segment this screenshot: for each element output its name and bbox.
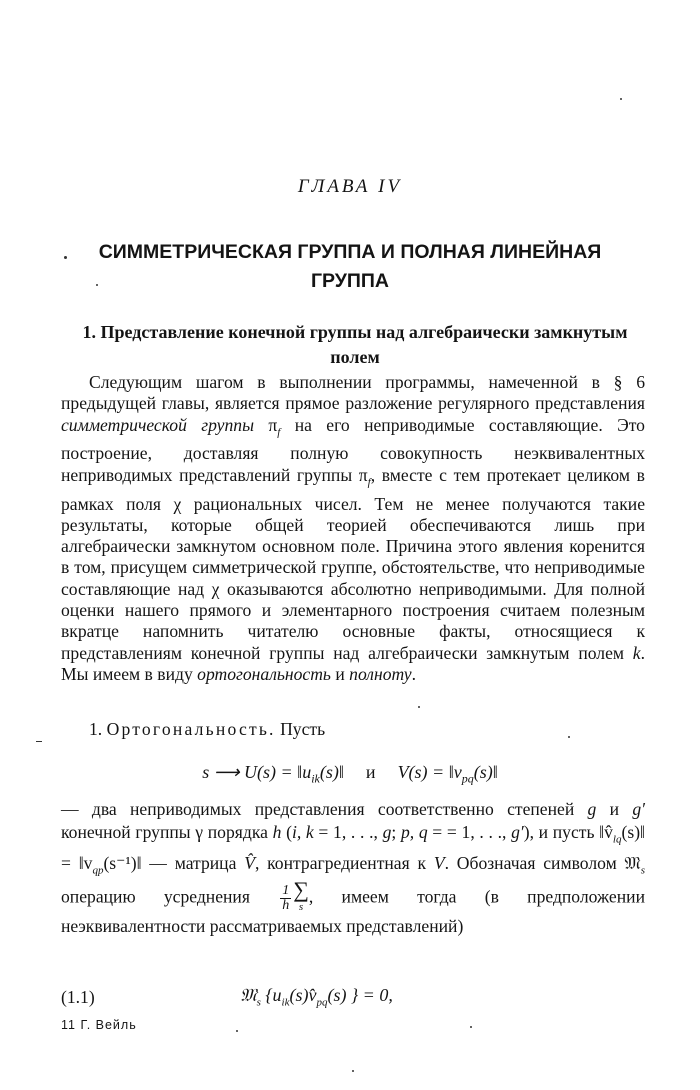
section-title: 1. Представление конечной группы над алгебраически замкнутым полем <box>82 322 628 367</box>
text: . Мы имеем в виду <box>61 642 645 684</box>
text: конечной группы γ порядка <box>61 822 273 842</box>
math: h <box>272 822 282 842</box>
text: и <box>596 799 633 819</box>
text: (s)‖ = ‖v <box>61 822 645 873</box>
text-italic: ортогональность <box>197 663 331 684</box>
sum-symbol <box>293 877 309 915</box>
sum-index: s <box>298 901 304 914</box>
text: π <box>254 414 278 435</box>
text: и <box>330 663 350 684</box>
formula-part: (s)‖ <box>319 762 344 782</box>
fraction-numerator: 1 <box>282 883 290 899</box>
text: на его неприводимые составляющие. Это построение, доставляя полную совокупность неэквивалентных неприводимых представлений группы π <box>61 414 645 485</box>
formula-part: 𝔐 <box>240 985 257 1005</box>
formula-subscript: pq <box>461 771 474 786</box>
math-subscript: s <box>640 864 645 877</box>
text-italic: полноту <box>349 663 412 684</box>
scan-speck <box>470 1026 472 1028</box>
formula-part: {u <box>260 985 282 1005</box>
formula-subscript: ik <box>281 996 290 1009</box>
chapter-heading: ГЛАВА IV <box>297 176 403 197</box>
text: ), и пусть ‖v̂ <box>523 822 613 842</box>
text-italic: k <box>632 642 641 663</box>
formula-subscript: s <box>256 996 261 1009</box>
text: Следующим шагом в выполнении программы, намеченной в § 6 предыдущей главы, является прямое разложение регулярного представления <box>61 372 645 414</box>
formula-part: (s)v̂ <box>289 985 317 1005</box>
math: V <box>433 852 445 873</box>
sigma: ∑ <box>293 877 309 903</box>
scan-speck <box>352 1070 354 1072</box>
text: ; <box>391 822 401 842</box>
math-subscript: lq <box>612 833 622 846</box>
paragraph-2 <box>61 798 645 938</box>
text: ( <box>281 822 292 842</box>
scan-speck <box>236 1030 238 1032</box>
scan-speck <box>36 741 42 742</box>
math: g <box>382 822 392 842</box>
fraction-denominator: h <box>282 898 290 914</box>
formula-part: s ⟶ U(s) = ‖u <box>202 762 312 782</box>
scan-speck <box>568 736 570 738</box>
text: . Обозначая символом 𝔐 <box>444 852 641 873</box>
math: V̂ <box>244 852 255 873</box>
text: , вместе с тем протекает целиком в рамках поля χ рациональных чисел. Тем не менее получаются такие результаты, которые общей теорией обеспечиваются лишь при алгебраически замкнутом основном поле. Причина этого явления коренится в том, присущем симметрической группе, обстоятельстве, что неприводимые составляющие над χ оказываются абсолютно неприводимыми. Для полной оценки нашего прямого и элементарного построения считаем полезным вкратце напомнить читателю основные факты, относящиеся к представлениям конечной группы над алгебраически замкнутым полем <box>61 464 645 663</box>
text: операцию усреднения <box>61 886 279 907</box>
equation-number: (1.1) <box>61 987 95 1007</box>
page-footer-signature: 11 Г. Вейль <box>61 1018 137 1032</box>
math: g′ <box>632 799 645 819</box>
formula-subscript: pq <box>316 996 328 1009</box>
chapter-title: СИММЕТРИЧЕСКАЯ ГРУППА И ПОЛНАЯ ЛИНЕЙНАЯ ГРУППА <box>98 241 602 292</box>
math: p, q <box>400 822 428 842</box>
text: (s⁻¹)‖ — матрица <box>103 852 245 873</box>
formula-subscript: ik <box>311 771 320 786</box>
equation-1-1 <box>240 985 393 1009</box>
formula-conjunction: и <box>365 762 376 782</box>
formula-part: V(s) = ‖v <box>397 762 462 782</box>
fraction <box>280 884 291 913</box>
subscript: f <box>277 426 281 439</box>
formula-part: (s)‖ <box>473 762 498 782</box>
text: , контрагредиентная к <box>254 852 434 873</box>
math: g′ <box>511 822 524 842</box>
text: . <box>411 663 416 684</box>
orthogonality-heading <box>89 719 325 740</box>
math-subscript: qp <box>92 864 104 877</box>
scan-speck <box>64 256 67 259</box>
text-italic: симметрической группы <box>61 414 254 435</box>
text: , имеем тогда (в предположении неэквивалентности рассматриваемых представлений) <box>61 886 645 937</box>
paragraph-1 <box>61 372 645 685</box>
spaced-term: Ортогональность. <box>106 719 276 739</box>
item-number: 1. <box>89 719 103 739</box>
formula-representations <box>0 762 700 787</box>
text: Пусть <box>280 719 326 739</box>
scan-speck <box>418 706 420 708</box>
scan-speck <box>620 98 622 100</box>
math: i, k <box>291 822 314 842</box>
math: g <box>587 799 597 819</box>
text: = 1, . . ., <box>313 822 383 842</box>
formula-part: (s) } = 0, <box>327 985 393 1005</box>
subscript: f <box>367 476 371 489</box>
scan-speck <box>96 284 98 286</box>
text: — два неприводимых представления соответственно степеней <box>61 799 588 819</box>
text: = = 1, . . ., <box>427 822 512 842</box>
